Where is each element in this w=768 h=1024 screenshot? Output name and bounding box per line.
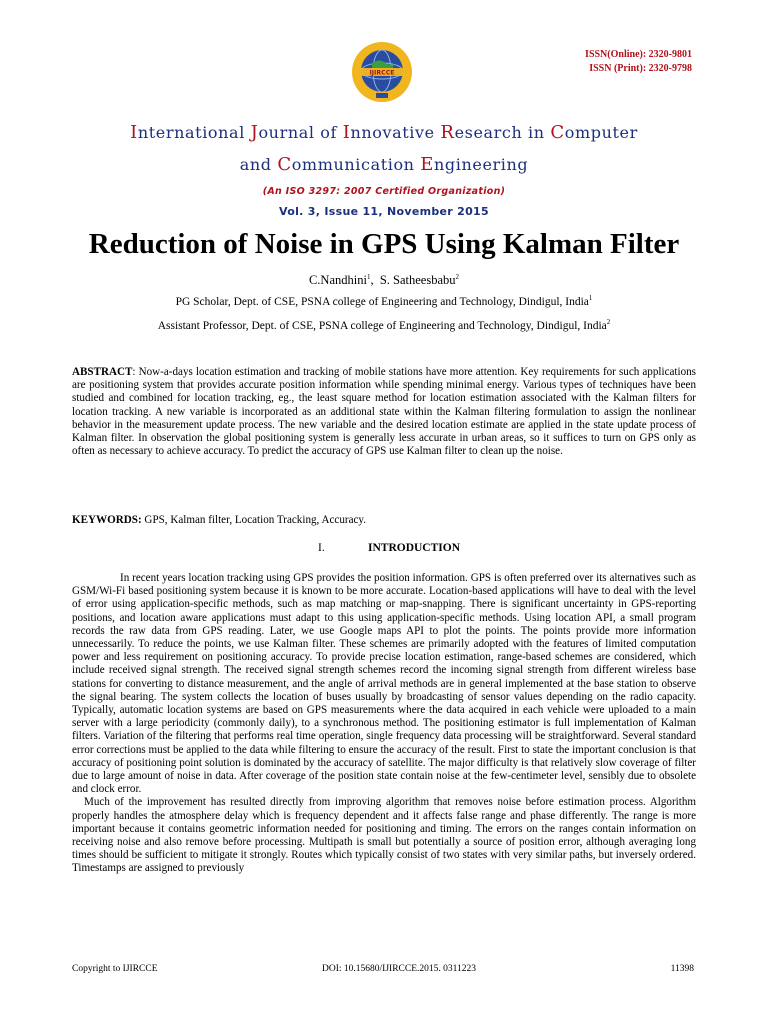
journal-line-2-word-1: ommunication [291, 155, 421, 174]
issn-print: ISSN (Print): 2320-9798 [589, 63, 692, 74]
abstract [72, 366, 696, 458]
journal-line-1-word-1: ournal of [258, 123, 343, 142]
journal-line-2-word-0: and [239, 155, 278, 174]
journal-title-line-1 [0, 122, 768, 143]
author-separator: , [370, 273, 380, 287]
issn-online: ISSN(Online): 2320-9801 [585, 49, 692, 60]
journal-line-2-initial-2: E [420, 154, 435, 175]
author-2-marker: 2 [455, 272, 460, 281]
journal-line-1-initial-3: R [440, 122, 455, 143]
journal-line-1-initial-2: I [342, 122, 351, 143]
introduction-body [72, 572, 696, 876]
journal-line-1-word-3: esearch in [454, 123, 551, 142]
affiliation-1-marker: 1 [588, 294, 593, 303]
affiliation-2 [0, 320, 768, 332]
issn-block [585, 48, 692, 76]
author-1-marker: 1 [366, 272, 371, 281]
affiliation-2-marker: 2 [606, 318, 611, 327]
author-2: S. Satheesbabu [379, 273, 456, 287]
journal-title-line-2 [0, 154, 768, 175]
abstract-text: : Now-a-days location estimation and tracking of mobile stations have more attention. Key requirements for such applications are positioning system that provides accurate position information while spending minimal energy. Various types of techniques have been studied and combined for location tracking, eg., the least square method for location estimation associated with the Kalman filters for location tracking. A new variable is incorporated as an additional state within the Kalman filtering formulation to assign the nonlinear behavior in the measurement update process. The new variable and the desired location estimate are applied in the state update process of Kalman filter. In observation the global positioning system is generally less accurate in urban areas, so it suffices to turn on GPS only as often as necessary to achieve accuracy. To predict the accuracy of GPS use Kalman filter to clean up the noise. [72, 366, 696, 458]
keywords-text: GPS, Kalman filter, Location Tracking, Accuracy. [141, 514, 367, 526]
journal-line-1-word-4: omputer [564, 123, 638, 142]
section-title: INTRODUCTION [368, 542, 461, 554]
keywords-label: KEYWORDS: [72, 514, 142, 526]
volume-issue: Vol. 3, Issue 11, November 2015 [279, 205, 489, 218]
journal-line-1-word-0: nternational [137, 123, 251, 142]
svg-text:IJIRCCE: IJIRCCE [369, 69, 395, 77]
journal-line-1-initial-1: J [250, 122, 259, 143]
author-1: C.Nandhini [308, 273, 367, 287]
affiliation-1-text: PG Scholar, Dept. of CSE, PSNA college of Engineering and Technology, Dindigul, India [175, 296, 589, 308]
paper-title: Reduction of Noise in GPS Using Kalman Filter [88, 228, 680, 260]
affiliation-1 [0, 296, 768, 308]
section-number: I. [318, 542, 325, 554]
journal-line-1-word-2: nnovative [350, 123, 441, 142]
keywords [72, 514, 696, 527]
ijircce-logo-icon [350, 40, 414, 104]
footer-page-number: 11398 [670, 964, 694, 974]
intro-paragraph-2: Much of the improvement has resulted directly from improving algorithm that removes noise before estimation process. Algorithm properly handles the atmosphere delay which is frequency dependent and it affects false range and phase differently. The range is more important because it contains geometric information needed for positioning and timing. The errors on the ranges contain information on receiving noise and also remove before processing. Multipath is small but potentially a source of position error, although averaging long times should be sufficient to mitigate it strongly. Routes which typically consist of two states with very similar paths, but inversely ordered. Timestamps are assigned to previously [72, 796, 696, 875]
journal-line-2-initial-1: C [277, 154, 292, 175]
journal-line-2-word-2: ngineering [434, 155, 529, 174]
iso-certification: (An ISO 3297: 2007 Certified Organization) [262, 186, 506, 197]
journal-line-1-initial-4: C [550, 122, 565, 143]
footer-copyright: Copyright to IJIRCCE [72, 964, 158, 974]
intro-paragraph-1: In recent years location tracking using GPS provides the position information. GPS is often preferred over its alternatives such as GSM/Wi-Fi based positioning system because it is known to be more accurate. Location-based applications will have to deal with the level of error using application-specific methods, such as map matching or map-snapping. There is significant uncertainty in GPS-reporting positions, and location aware applications must adapt to this using application-specific methods. Using location API, a small program records the raw data from GPS reading. Later, we use Google maps API to plot the points. The points provide more information unnecessarily. To reduce the points, we use Kalman filter. These schemes are primarily adopted with the features of limited computation power and less requirement on positioning accuracy. To provide precise location estimation, range-based schemes are considered, which include received signal strength. The received signal strength schemes record the incoming signal strength from different wireless base stations for converting to distance measurement, and the angle of arrival methods are in general implemented at the base station to observe the signal bearing. The system collects the location of buses usually by broadcasting of sensor values depending on the radio capacity. Typically, automatic location systems are based on GPS measurements where the data acquired in each vehicle were uploaded to a main server with a large periodicity (commonly daily), to a synchronous method. The positioning estimator is full implementation of Kalman filters. Variation of the filtering that performs real time operation, single frequency data processing will be straightforward. Several standard error corrections must be applied to the data while filtering to ensure the accuracy of the result. First to state the important conclusion is that accuracy of positioning point solution is dominated by the accuracy of satellite. The major difficulty is that relatively slow coverage of filter due to large amount of noise in data. After coverage of the position state contain noise at the few-centimeter level, sensibly due to obsolete and clock error. [72, 572, 696, 796]
authors-line [0, 273, 768, 288]
footer-doi: DOI: 10.15680/IJIRCCE.2015. 0311223 [322, 964, 477, 974]
journal-line-1-initial-0: I [130, 122, 138, 143]
affiliation-2-text: Assistant Professor, Dept. of CSE, PSNA college of Engineering and Technology, Dindigul, India [157, 320, 607, 332]
abstract-label: ABSTRACT [72, 366, 133, 378]
